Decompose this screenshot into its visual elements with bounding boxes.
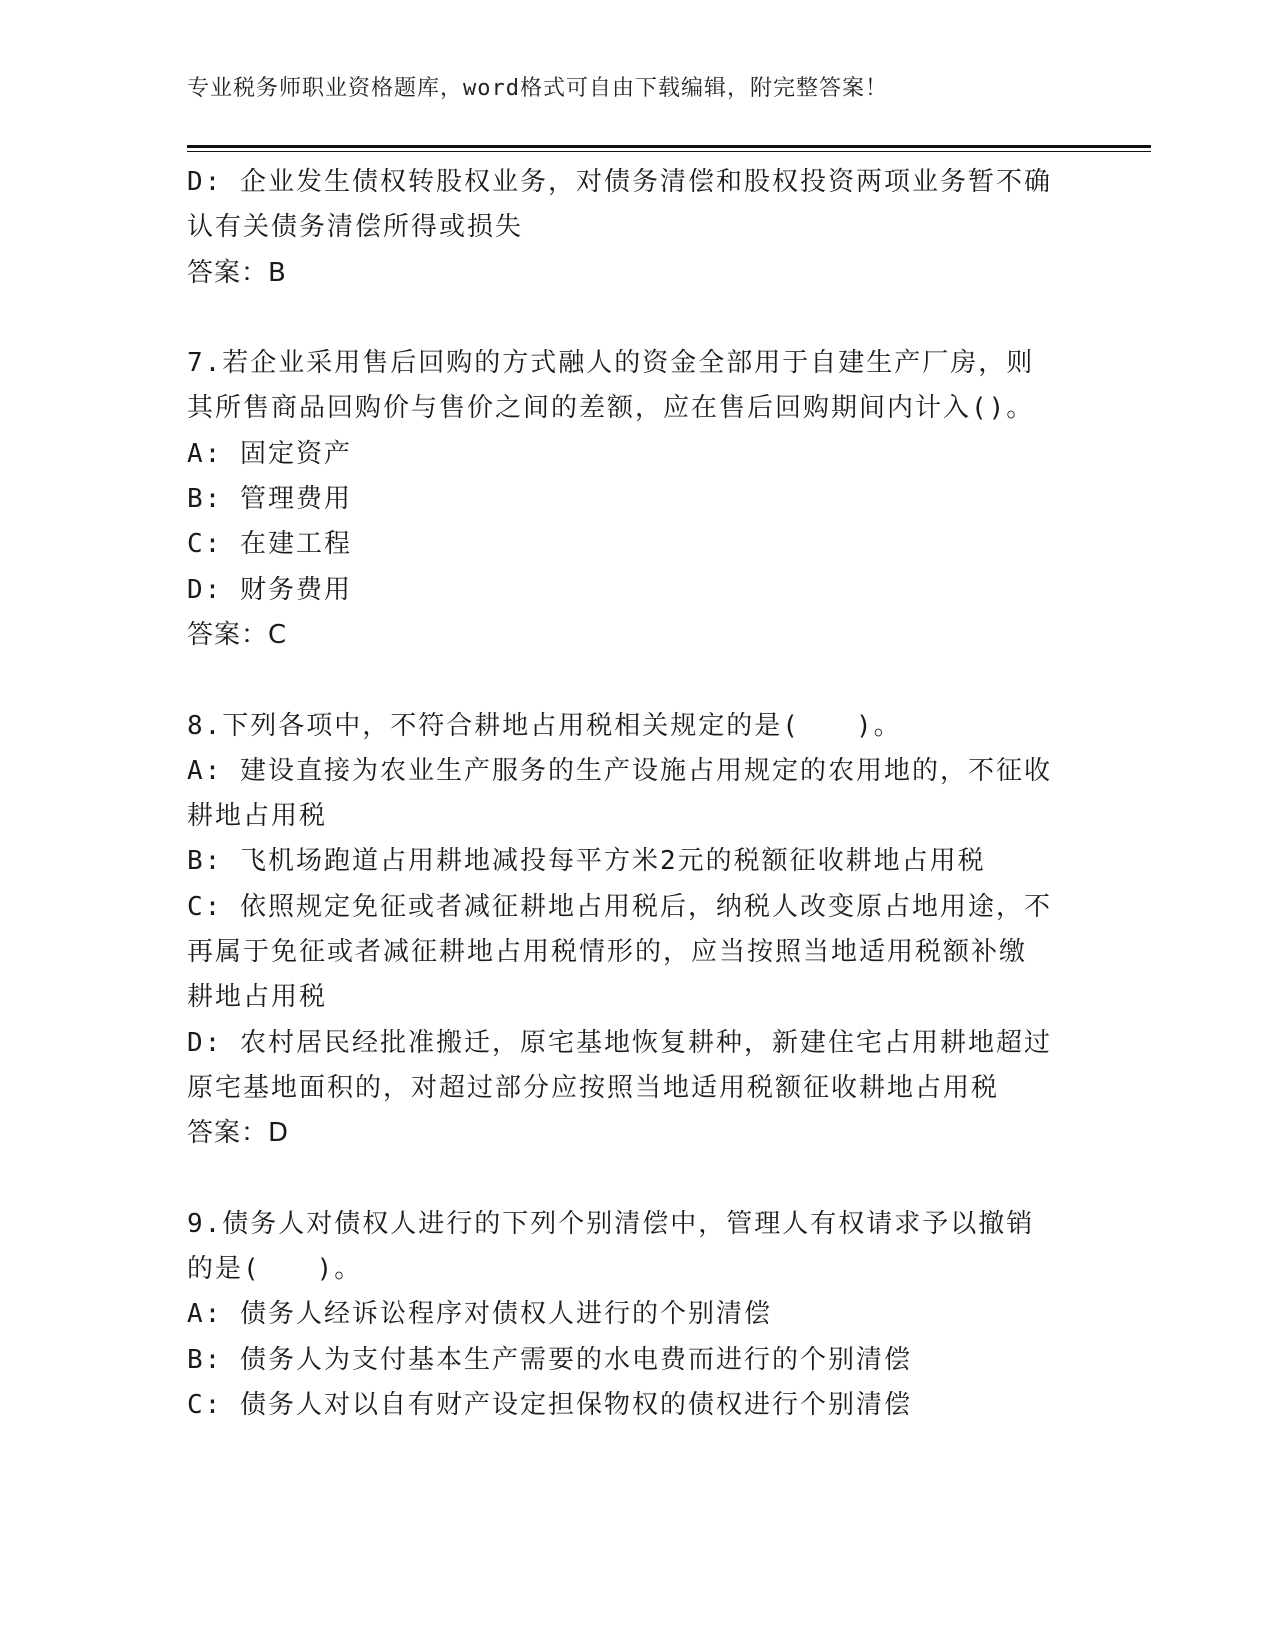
block-spacer — [187, 1157, 1087, 1202]
question-block-8 — [187, 704, 1087, 1157]
question-stem-line-2: 的是( )。 — [187, 1254, 363, 1285]
answer-label: 答案：C — [187, 619, 288, 650]
question-block-6 — [187, 160, 1087, 296]
option-c-line-2: 再属于免征或者减征耕地占用税情形的，应当按照当地适用税额补缴 — [187, 937, 1028, 968]
option-b: B: 飞机场跑道占用耕地减投每平方米2元的税额征收耕地占用税 — [187, 846, 986, 877]
header-divider-thick — [187, 145, 1151, 148]
option-b: B: 债务人为支付基本生产需要的水电费而进行的个别清偿 — [187, 1344, 912, 1375]
question-block-9 — [187, 1202, 1087, 1428]
question-stem-line-2: 其所售商品回购价与售价之间的差额，应在售后回购期间内计入()。 — [187, 393, 1035, 424]
page-header: 专业税务师职业资格题库，word格式可自由下载编辑，附完整答案！ — [187, 76, 888, 101]
answer-label: 答案：D — [187, 1118, 290, 1149]
option-b: B: 管理费用 — [187, 484, 352, 515]
answer-label: 答案：B — [187, 257, 287, 288]
option-c-line-3: 耕地占用税 — [187, 982, 328, 1013]
question-content — [187, 160, 1087, 1428]
block-spacer — [187, 296, 1087, 341]
option-a: A: 固定资产 — [187, 438, 352, 469]
option-d-line-2: 认有关债务清偿所得或损失 — [187, 212, 524, 243]
option-d-line-1: D: 农村居民经批准搬迁，原宅基地恢复耕种，新建住宅占用耕地超过 — [187, 1027, 1052, 1058]
option-c: C: 在建工程 — [187, 529, 352, 560]
option-c-line-1: C: 依照规定免征或者减征耕地占用税后，纳税人改变原占地用途，不 — [187, 891, 1052, 922]
option-d: D: 财务费用 — [187, 574, 352, 605]
option-a-line-2: 耕地占用税 — [187, 801, 328, 832]
option-a-line-1: A: 建设直接为农业生产服务的生产设施占用规定的农用地的，不征收 — [187, 755, 1052, 786]
question-stem-line-1: 8.下列各项中，不符合耕地占用税相关规定的是( )。 — [187, 710, 902, 741]
question-stem-line-1: 7.若企业采用售后回购的方式融人的资金全部用于自建生产厂房，则 — [187, 348, 1035, 379]
option-c: C: 债务人对以自有财产设定担保物权的债权进行个别清偿 — [187, 1390, 912, 1421]
option-d-line-2: 原宅基地面积的，对超过部分应按照当地适用税额征收耕地占用税 — [187, 1072, 1000, 1103]
question-stem-line-1: 9.债务人对债权人进行的下列个别清偿中，管理人有权请求予以撤销 — [187, 1208, 1035, 1239]
block-spacer — [187, 658, 1087, 703]
header-divider-thin — [187, 151, 1151, 152]
option-a: A: 债务人经诉讼程序对债权人进行的个别清偿 — [187, 1299, 772, 1330]
question-block-7 — [187, 341, 1087, 658]
option-d-line-1: D: 企业发生债权转股权业务，对债务清偿和股权投资两项业务暂不确 — [187, 167, 1052, 197]
